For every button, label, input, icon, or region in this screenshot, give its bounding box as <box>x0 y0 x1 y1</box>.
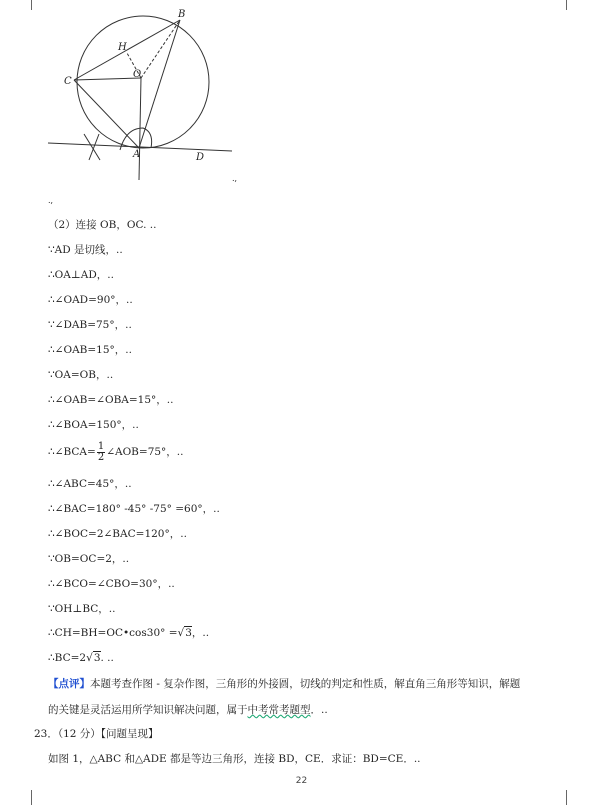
fraction <box>97 442 105 463</box>
label-A: A <box>133 149 141 160</box>
radicand: 3 <box>185 627 192 639</box>
solution-line: ∴∠OAD=90°，.. <box>48 294 133 306</box>
segment-OA <box>139 78 141 180</box>
crop-mark <box>566 790 567 805</box>
expression: ，.. <box>191 627 210 639</box>
comment-tag: 【点评】 <box>48 678 90 690</box>
solution-line: （2）连接 OB，OC. .. <box>48 219 157 231</box>
solution-line: ∴∠ABC=45°，.. <box>48 478 132 490</box>
solution-line: ∴∠OAB=15°，.. <box>48 344 132 356</box>
label-C: C <box>64 76 72 87</box>
expression: ∴BC=2 <box>48 652 87 664</box>
solution-line: ∴∠BOC=2∠BAC=120°，.. <box>48 528 187 540</box>
comment-text: 的关键是灵活运用所学知识解决问题，属于 <box>48 704 248 716</box>
radicand: 3 <box>93 652 101 664</box>
solution-line <box>48 441 183 463</box>
solution-line: ∴∠BOA=150°，.. <box>48 419 139 431</box>
page-number: 22 <box>295 776 308 786</box>
solution-line: ∵∠DAB=75°，.. <box>48 319 132 331</box>
fraction-denominator: 2 <box>97 451 105 463</box>
solution-line: ∴∠OAB=∠OBA=15°，.. <box>48 394 174 406</box>
solution-line: ∴∠BAC=180° -45° -75° =60°，.. <box>48 503 220 515</box>
comment-text: 本题考查作图 - 复杂作图，三角形的外接圆，切线的判定和性质，解直角三角形等知识，解题 <box>90 678 521 690</box>
solution-line: ∵OB=OC=2，.. <box>48 553 130 565</box>
label-H: H <box>118 42 127 53</box>
solution-line: ∴∠BCO=∠CBO=30°，.. <box>48 578 175 590</box>
comment-text: 中考常考题型 <box>247 704 311 716</box>
expression: . .. <box>100 652 114 664</box>
fraction-numerator: 1 <box>97 440 105 452</box>
stray-mark: ., <box>232 174 238 183</box>
solution-line: ∴CH=BH=OC•cos30° =√3，.. <box>48 627 210 639</box>
construction-arc <box>84 134 100 160</box>
label-B: B <box>178 9 186 20</box>
comment-text: ．.. <box>310 704 328 716</box>
solution-line: ∴BC=2√3. .. <box>48 652 114 664</box>
solution-line: ∵OA=OB，.. <box>48 369 114 381</box>
comment-line <box>48 703 328 717</box>
expression: ∠AOB=75°，.. <box>106 446 184 458</box>
segment-CO <box>74 78 141 80</box>
geometry-figure <box>0 0 603 200</box>
crop-mark <box>31 790 32 805</box>
question-body: 如图 1，△ABC 和△ADE 都是等边三角形，连接 BD，CE．求证：BD=CE．.. <box>48 753 421 765</box>
expression: ∴∠BCA= <box>48 446 96 458</box>
solution-line: ∴OA⊥AD，.. <box>48 269 114 281</box>
solution-line: ∵AD 是切线，.. <box>48 244 123 256</box>
expression: ∴CH=BH=OC•cos30° = <box>48 627 178 639</box>
stray-mark: ., <box>48 196 54 205</box>
comment-line <box>48 677 520 691</box>
segment-OB <box>141 20 180 78</box>
solution-line: ∵OH⊥BC，.. <box>48 603 116 615</box>
question-heading: 23．（12 分）【问题呈现】 <box>34 728 159 740</box>
label-D: D <box>196 152 205 163</box>
segment-CA <box>74 80 139 148</box>
label-O: O <box>133 69 142 80</box>
